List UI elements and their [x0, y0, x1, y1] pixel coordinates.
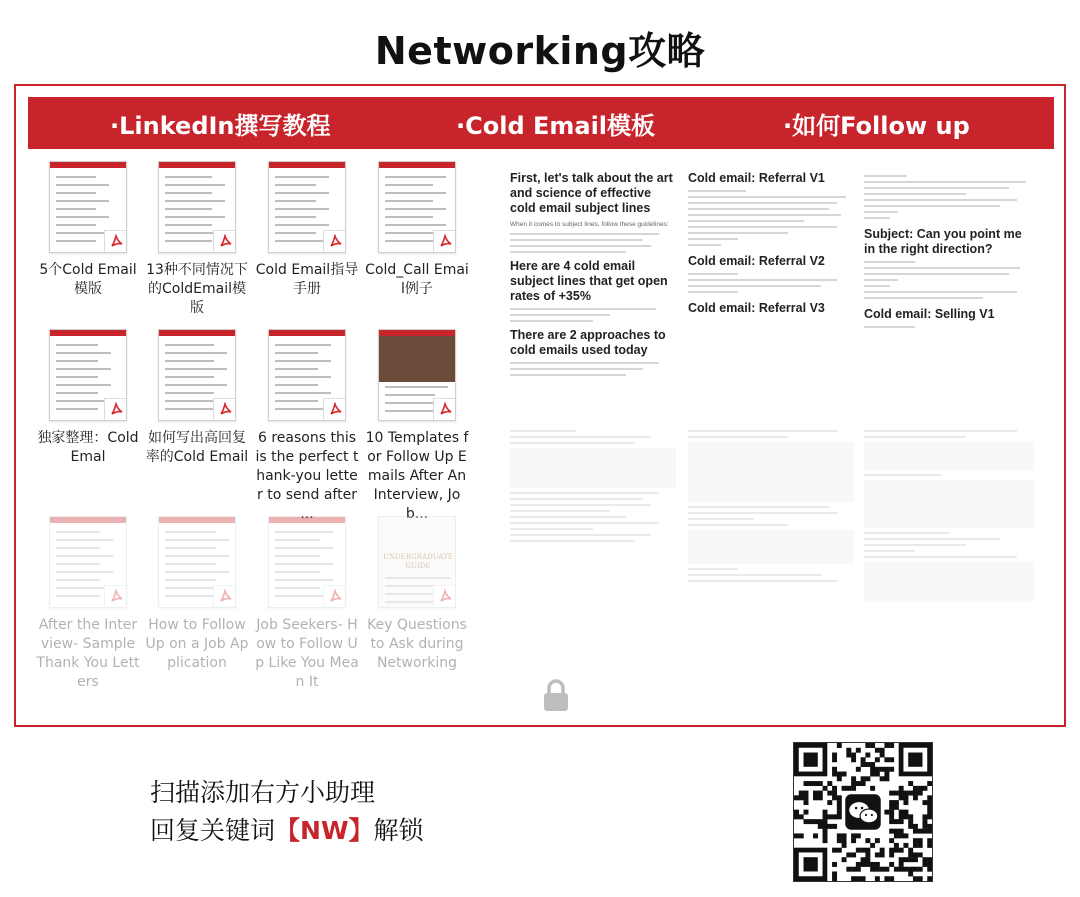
template-preview-panel-1b — [510, 426, 676, 656]
panel3-heading-2: Cold email: Selling V1 — [864, 307, 995, 321]
file-name: 5个Cold Email模版 — [39, 262, 137, 297]
panel1-heading-3: There are 2 approaches to cold emails used today — [510, 328, 666, 357]
file-name: 13种不同情况下的ColdEmail模版 — [146, 262, 248, 316]
file-tile[interactable] — [365, 329, 469, 524]
banner-cold-email: ·Cold Email模板 — [456, 111, 656, 140]
file-tile[interactable] — [36, 516, 140, 692]
footer-instructions — [150, 774, 424, 850]
template-preview-panel-1 — [510, 171, 676, 416]
document-thumbnail — [49, 329, 127, 421]
book-cover-text: UNDERGRADUATE GUIDE — [383, 553, 453, 570]
panel2-heading-2: Cold email: Referral V2 — [688, 254, 825, 268]
document-thumbnail — [378, 516, 456, 608]
file-name: 如何写出高回复率的Cold Email — [145, 430, 249, 465]
banner-follow-up: ·如何Follow up — [783, 111, 970, 140]
document-thumbnail — [268, 161, 346, 253]
keyword-nw: 【NW】 — [275, 816, 374, 845]
document-thumbnail — [268, 516, 346, 608]
pdf-icon — [433, 398, 456, 421]
template-preview-panel-3 — [864, 171, 1034, 416]
pdf-icon — [213, 230, 236, 253]
document-thumbnail — [49, 161, 127, 253]
template-preview-panel-2 — [688, 171, 854, 416]
file-name: Cold Email指导手册 — [255, 262, 359, 297]
document-thumbnail — [158, 516, 236, 608]
section-banner — [28, 97, 1054, 149]
file-name: Key Questions to Ask during Networking — [367, 617, 467, 671]
file-name: 10 Templates for Follow Up Emails After An Interview, Job... — [365, 430, 469, 522]
file-tile[interactable] — [145, 516, 249, 673]
pdf-icon — [323, 230, 346, 253]
pdf-icon — [104, 585, 127, 608]
pdf-icon — [433, 230, 456, 253]
file-name: After the Interview- Sample Thank You Letters — [36, 617, 140, 690]
file-name: 独家整理：Cold Emal — [37, 430, 139, 465]
document-thumbnail — [378, 329, 456, 421]
page-title: Networking攻略 — [374, 29, 706, 73]
document-thumbnail — [268, 329, 346, 421]
template-preview-panel-3b — [864, 426, 1034, 656]
pdf-icon — [433, 585, 456, 608]
file-name: How to Follow Up on a Job Application — [145, 617, 249, 671]
footer-line-1: 扫描添加右方小助理 — [150, 778, 376, 807]
document-thumbnail — [378, 161, 456, 253]
file-tile[interactable] — [255, 329, 359, 524]
file-name: 6 reasons this is the perfect thank-you letter to send after ... — [255, 430, 359, 522]
file-tile[interactable] — [145, 161, 249, 318]
panel1-heading-1: First, let's talk about the art and science of effective cold email subject lines — [510, 171, 673, 215]
panel2-heading-1: Cold email: Referral V1 — [688, 171, 825, 185]
pdf-icon — [213, 398, 236, 421]
pdf-icon — [104, 398, 127, 421]
preview-frame — [14, 84, 1066, 727]
wechat-icon — [845, 794, 880, 829]
panel2-heading-3: Cold email: Referral V3 — [688, 301, 825, 315]
file-tile[interactable] — [255, 516, 359, 692]
file-name: Job Seekers- How to Follow Up Like You Mean It — [255, 617, 359, 690]
document-thumbnail — [158, 329, 236, 421]
file-name: Cold_Call Email例子 — [365, 262, 469, 297]
qr-code[interactable] — [793, 742, 933, 882]
pdf-icon — [213, 585, 236, 608]
pdf-icon — [323, 398, 346, 421]
panel3-heading-1: Subject: Can you point me in the right direction? — [864, 227, 1022, 256]
footer-line-2: 回复关键词【NW】解锁 — [150, 816, 424, 845]
document-thumbnail — [158, 161, 236, 253]
file-tile[interactable] — [365, 516, 469, 673]
lock-icon — [541, 678, 571, 712]
file-tile[interactable] — [36, 329, 140, 467]
panel1-intro: When it comes to subject lines, follow these guidelines: — [510, 221, 669, 228]
template-preview-panel-2b — [688, 426, 854, 656]
file-tile[interactable] — [365, 161, 469, 299]
file-tile[interactable] — [255, 161, 359, 299]
pdf-icon — [323, 585, 346, 608]
pdf-icon — [104, 230, 127, 253]
banner-linkedin: ·LinkedIn撰写教程 — [110, 111, 331, 140]
document-thumbnail — [49, 516, 127, 608]
panel1-heading-2: Here are 4 cold email subject lines that get open rates of +35% — [510, 259, 668, 303]
file-tile[interactable] — [145, 329, 249, 467]
file-tile[interactable] — [36, 161, 140, 299]
